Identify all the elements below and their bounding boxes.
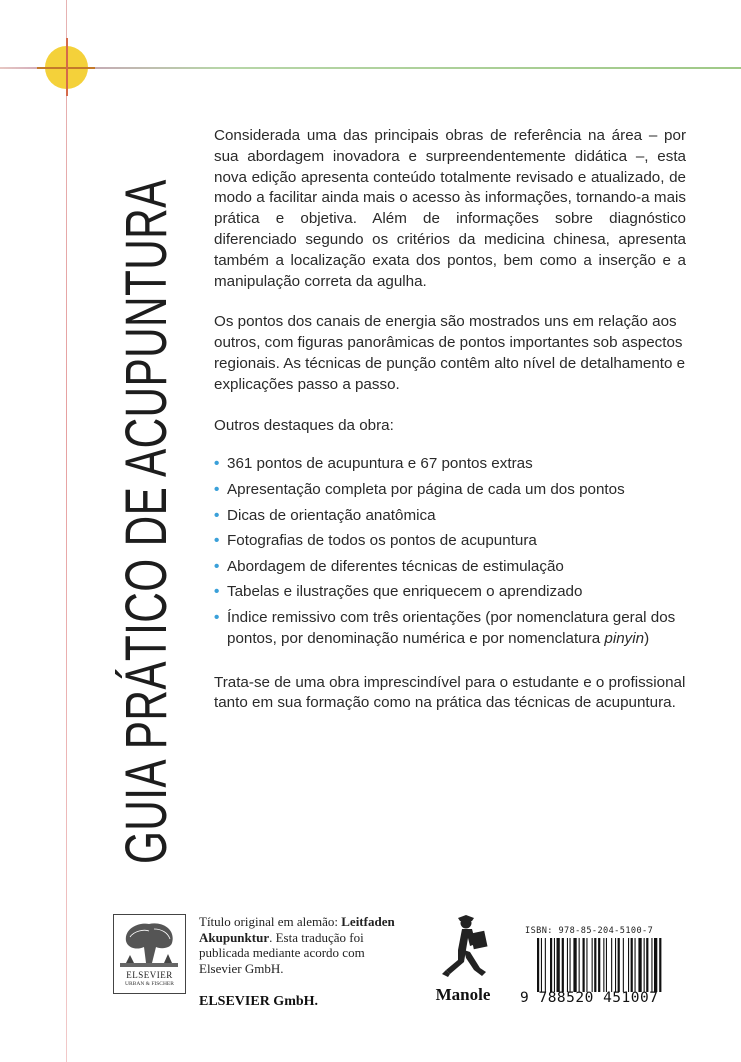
barcode-bar [635,938,636,992]
barcode-icon [535,938,711,992]
barcode-bar [638,938,641,992]
elsevier-tree-icon [118,919,180,969]
barcode-bar [659,938,661,992]
barcode-bar [594,938,596,992]
barcode-bar [618,938,620,992]
list-item: • Dicas de orientação anatômica [214,506,686,527]
list-item: • 361 pontos de acupuntura e 67 pontos extras [214,454,686,475]
bullet-icon: • [214,583,220,601]
isbn-label: ISBN: 978-85-204-5100-7 [525,926,654,936]
elsevier-name: ELSEVIER [126,970,173,980]
bullet-icon: • [214,506,220,524]
elsevier-logo [113,914,186,994]
highlights-heading: Outros destaques da obra: [214,416,394,434]
barcode-bar [611,938,612,992]
crosshair-vertical [66,38,68,96]
second-paragraph: Os pontos dos canais de energia são mostrados uns em relação aos outros, com figuras panorâmicas de pontos importantes sob aspectos regionais. As técnicas de punção contêm alto nível de detalhamento e explicações passo a passo. [214,313,686,393]
barcode-bar [623,938,624,992]
barcode-bar [628,938,629,992]
barcode-bar [562,938,564,992]
barcode-bar [644,938,645,992]
list-item: • Abordagem de diferentes técnicas de estimulação [214,557,686,578]
barcode-bar [550,938,552,992]
barcode-bar [606,938,607,992]
elsevier-gmbh: ELSEVIER GmbH. [199,994,319,1009]
barcode-bar [567,938,568,992]
barcode-bar [586,938,587,992]
publisher-name: Manole [435,985,491,1004]
barcode-bar [598,938,600,992]
barcode-bar [537,938,539,992]
pinyin-italic: pinyin [604,629,645,647]
back-cover-text [214,126,686,714]
list-item: • Apresentação completa por página de cada um dos pontos [214,480,686,501]
barcode-bar [592,938,593,992]
elsevier-subtitle: URBAN & FISCHER [125,981,174,987]
barcode-bar [570,938,571,992]
barcode-bar [541,938,542,992]
barcode-bar [583,938,585,992]
list-item: • Índice remissivo com três orientações (por nomenclatura geral dos pontos, por denominação numérica e por nomenclatura pinyin) [214,608,676,647]
barcode-bar [545,938,546,992]
list-item: • Fotografias de todos os pontos de acupuntura [214,531,686,552]
barcode-bar [654,938,657,992]
barcode-bar [554,938,555,992]
original-title: Leitfaden Akupunktur [199,914,395,945]
barcode-bar [603,938,604,992]
bullet-icon: • [214,608,220,626]
closing-paragraph: Trata-se de uma obra imprescindível para o estudante e o profissional tanto em sua formação como na prática das técnicas de acupuntura. [214,673,686,712]
barcode-bar [651,938,652,992]
book-title: GUIA PRÁTICO DE ACUPUNTURA [114,179,179,864]
bullet-icon: • [214,455,220,473]
barcode-bar [557,938,560,992]
highlights-list [214,454,686,649]
barcode-bar [631,938,633,992]
barcode-bar [573,938,576,992]
list-item: • Tabelas e ilustrações que enriquecem o aprendizado [214,582,686,603]
manole-figure-icon [428,914,498,984]
barcode-bar [615,938,616,992]
bullet-icon: • [214,480,220,498]
original-title-note: Título original em alemão: Leitfaden Akupunktur. Esta tradução foi publicada mediante acordo com Elsevier GmbH. [199,914,395,976]
barcode-bar [646,938,648,992]
barcode-number: 9 788520 451007 [520,990,659,1006]
intro-paragraph: Considerada uma das principais obras de referência na área – por sua abordagem inovadora e surpreendentemente didática –, esta nova edição apresenta conteúdo totalmente revisado e atualizado, de modo a facilitar ainda mais o acesso às informações, tornando-a mais prática e objetiva. Além de informações sobre diagnóstico diferenciado segundo os critérios da medicina chinesa, apresenta também a localização exata dos pontos, bem como a inserção e a manipulação correta da agulha. [214,127,686,290]
horizontal-decorative-line [0,67,741,69]
bullet-icon: • [214,557,220,575]
vertical-decorative-line [66,0,67,1062]
barcode-bar [579,938,580,992]
bullet-icon: • [214,532,220,550]
